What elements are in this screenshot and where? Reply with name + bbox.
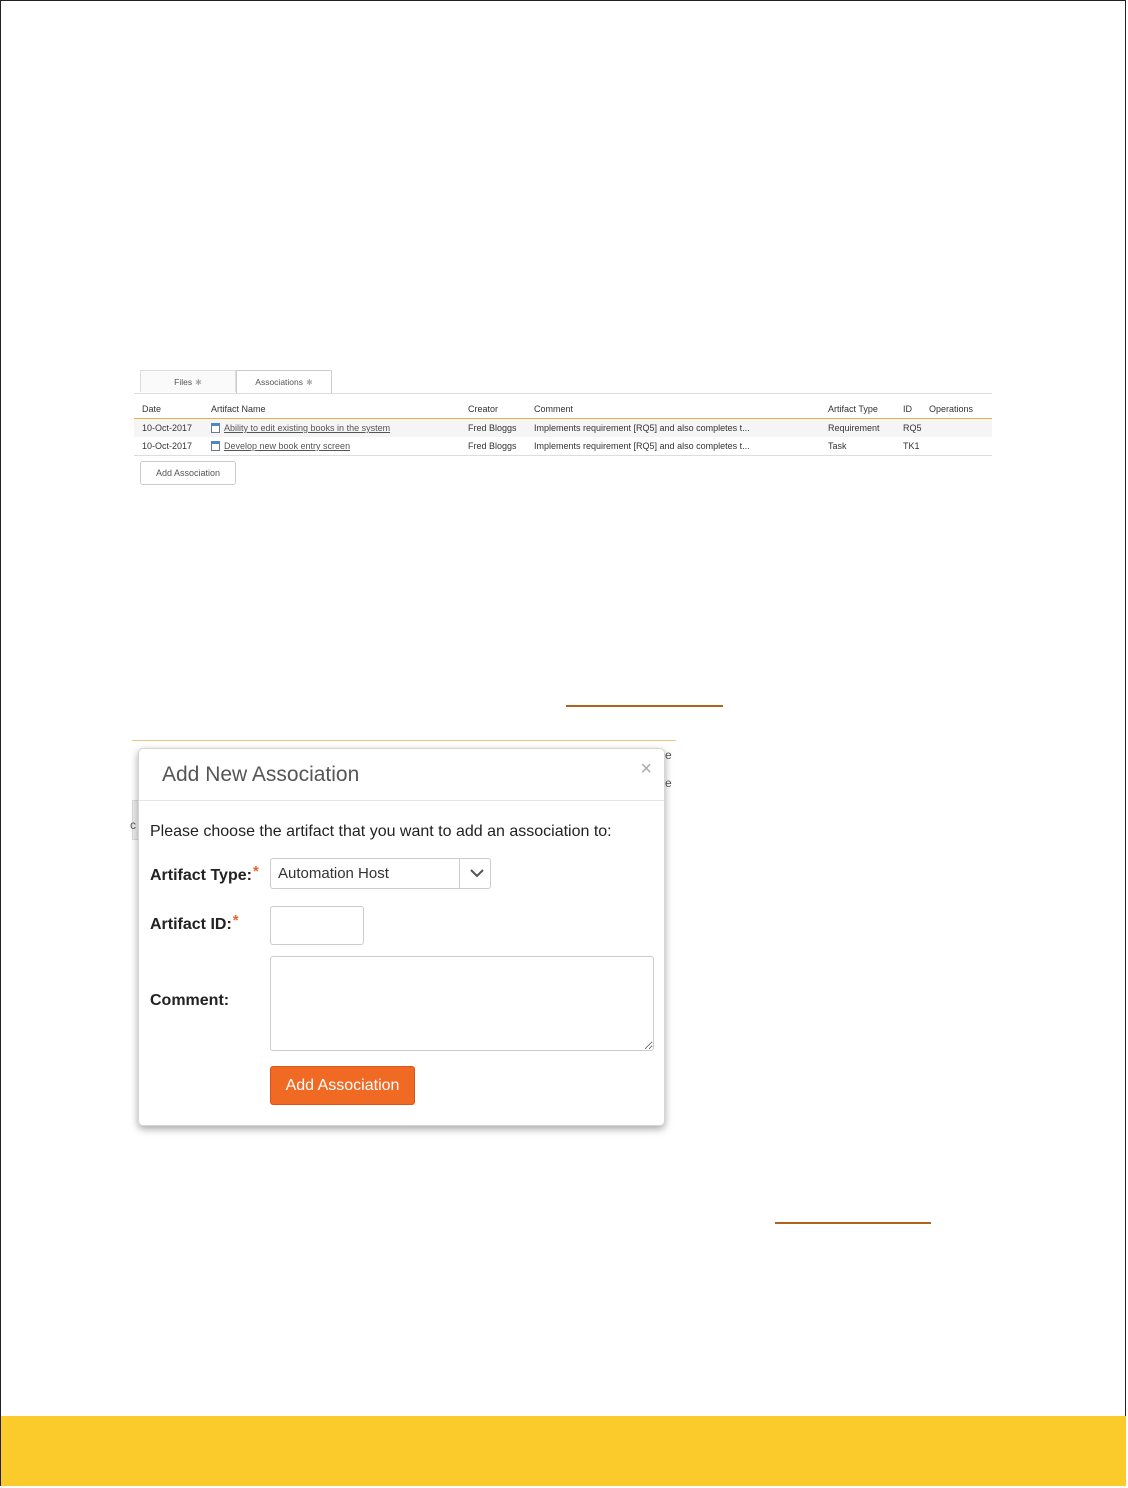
- table-row[interactable]: [134, 419, 992, 437]
- artifact-type-label-text: Artifact Type:: [150, 867, 252, 884]
- table-header-row: [134, 400, 992, 419]
- cell-artifact-type: Requirement: [828, 423, 880, 433]
- cell-comment: Implements requirement [RQ5] and also completes t...: [534, 423, 750, 433]
- tab-associations[interactable]: [236, 370, 332, 394]
- required-asterisk: *: [252, 863, 259, 880]
- column-header-creator[interactable]: Creator: [468, 404, 499, 414]
- cell-creator: Fred Bloggs: [468, 441, 517, 451]
- dialog-prompt: Please choose the artifact that you want to add an association to:: [150, 823, 612, 840]
- close-icon[interactable]: ×: [640, 758, 652, 780]
- artifact-id-label: [150, 912, 239, 934]
- gear-icon: ✱: [195, 378, 202, 387]
- backdrop-text-fragment: e: [665, 748, 672, 762]
- table-row[interactable]: [134, 437, 992, 456]
- cell-artifact-name: [211, 437, 461, 455]
- column-header-artifact-name[interactable]: Artifact Name: [211, 404, 266, 414]
- artifact-link[interactable]: Ability to edit existing books in the system: [224, 423, 391, 433]
- tab-files-label: Files: [174, 377, 193, 387]
- cell-date: 10-Oct-2017: [142, 423, 193, 433]
- column-header-operations: Operations: [929, 404, 974, 414]
- gear-icon: ✱: [306, 378, 313, 387]
- backdrop-text-fragment: e: [665, 776, 672, 790]
- artifact-id-input[interactable]: [270, 906, 364, 945]
- hyperlink-underline: [566, 705, 723, 707]
- column-header-id[interactable]: ID: [903, 404, 912, 414]
- artifact-type-selected-value: Automation Host: [278, 865, 389, 882]
- cell-creator: Fred Bloggs: [468, 423, 517, 433]
- required-asterisk: *: [232, 912, 239, 929]
- dialog-title: Add New Association: [162, 763, 360, 786]
- column-header-date[interactable]: Date: [142, 404, 162, 414]
- backdrop-row-rule: [132, 740, 676, 741]
- artifact-id-label-text: Artifact ID:: [150, 916, 232, 933]
- tab-divider: [134, 393, 992, 394]
- hyperlink-underline: [775, 1222, 931, 1224]
- task-icon: [211, 441, 220, 451]
- chevron-down-icon[interactable]: [468, 864, 486, 882]
- backdrop-text-fragment: c: [130, 818, 136, 832]
- cell-comment: Implements requirement [RQ5] and also completes t...: [534, 441, 750, 451]
- add-association-submit-button[interactable]: Add Association: [270, 1066, 415, 1105]
- associations-table: [134, 400, 992, 456]
- cell-id: TK1: [903, 441, 920, 451]
- requirement-icon: [211, 423, 220, 433]
- cell-artifact-type: Task: [828, 441, 847, 451]
- column-header-artifact-type[interactable]: Artifact Type: [828, 404, 878, 414]
- dialog-header-divider: [139, 800, 664, 801]
- tab-associations-label: Associations: [255, 377, 303, 387]
- artifact-type-label: [150, 863, 259, 885]
- cell-artifact-name: [211, 419, 461, 437]
- footer-band: [1, 1416, 1126, 1486]
- artifact-type-select[interactable]: [270, 858, 491, 889]
- column-header-comment[interactable]: Comment: [534, 404, 574, 414]
- comment-label: Comment:: [150, 992, 230, 1009]
- tab-files[interactable]: [140, 370, 236, 392]
- select-divider: [459, 859, 460, 888]
- comment-textarea[interactable]: [270, 956, 654, 1051]
- tab-strip: [140, 370, 332, 394]
- add-association-dialog: [138, 748, 665, 1126]
- cell-id: RQ5: [903, 423, 922, 433]
- cell-date: 10-Oct-2017: [142, 441, 193, 451]
- add-association-button[interactable]: Add Association: [140, 461, 236, 485]
- artifact-link[interactable]: Develop new book entry screen: [224, 441, 351, 451]
- associations-panel: [134, 370, 992, 490]
